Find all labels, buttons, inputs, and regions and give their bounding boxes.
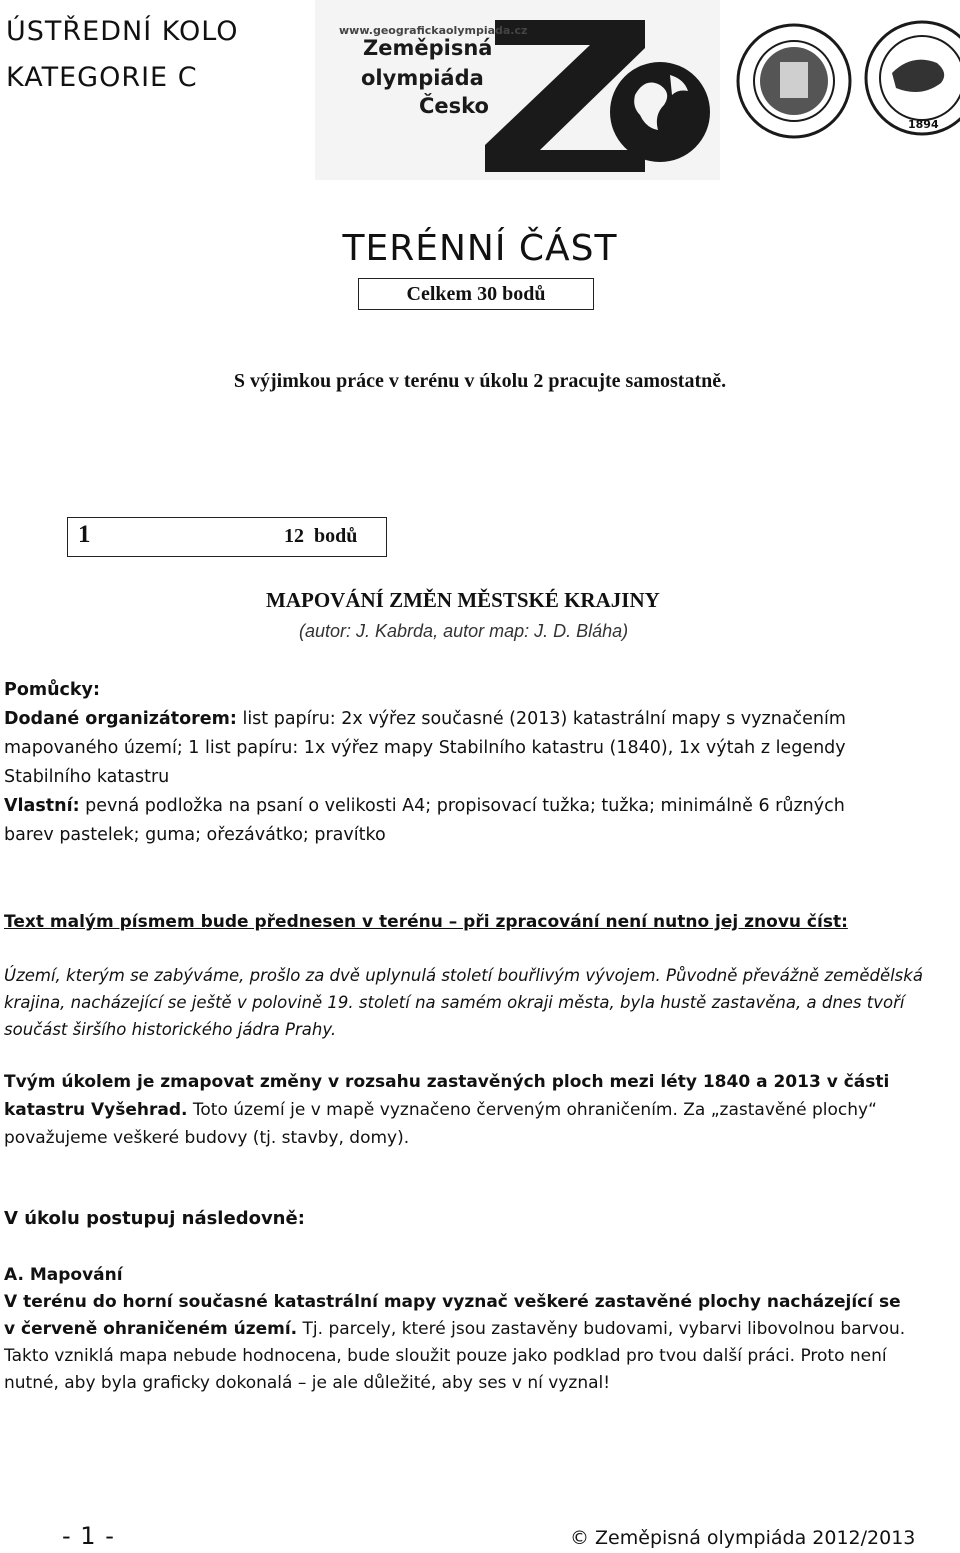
step-a-line-3: Takto vzniklá mapa nebude hodnocena, bude sloužit pouze jako podklad pro tvou další práci. Proto není (4, 1346, 887, 1366)
task-box (67, 517, 387, 557)
step-a-heading: A. Mapování (4, 1265, 123, 1285)
logo-url: www.geografickaolympiada.cz (339, 24, 528, 37)
organizer-text-1: list papíru: 2x výřez současné (2013) katastrální mapy s vyznačením (242, 709, 846, 729)
copyright: © Zeměpisná olympiáda 2012/2013 (570, 1527, 916, 1549)
step-a-line-1: V terénu do horní současné katastrální mapy vyznač veškeré zastavěné plochy nacházející se (4, 1292, 901, 1312)
assignment (4, 1068, 960, 1152)
header-round: ÚSTŘEDNÍ KOLO (6, 16, 239, 47)
aids-organizer-line-1 (4, 705, 954, 734)
narration-line-3: součást širšího historického jádra Prahy. (4, 1020, 337, 1039)
task-title: MAPOVÁNÍ ZMĚN MĚSTSKÉ KRAJINY (266, 588, 660, 612)
step-a-bold-2: v červeně ohraničeném území. (4, 1319, 298, 1339)
narration-line-1: Území, kterým se zabýváme, prošlo za dvě uplynulá století bouřlivým vývojem. Původně převážně zemědělská (4, 966, 923, 985)
logo-line-2: olympiáda (361, 66, 484, 90)
page-number: - 1 - (62, 1522, 115, 1550)
section-title: TERÉNNÍ ČÁST (342, 228, 618, 269)
own-text-1: pevná podložka na psaní o velikosti A4; propisovací tužka; tužka; minimálně 6 různých (85, 796, 845, 816)
step-a-line-4: nutné, aby byla graficky dokonalá – je ale důležité, aby ses v ní vyznal! (4, 1373, 611, 1393)
seal-year: 1894 (908, 118, 939, 131)
instruction: S výjimkou práce v terénu v úkolu 2 pracujte samostatně. (233, 370, 727, 392)
faculty-seal (735, 22, 853, 140)
task-number: 1 (78, 521, 91, 548)
organizer-label: Dodané organizátorem: (4, 709, 237, 729)
header-category: KATEGORIE C (6, 62, 198, 93)
narration-line-2: krajina, nacházející se ještě v polovině 19. století na samém okraji města, byla hustě zastavěna, a dnes tvoří (4, 993, 905, 1012)
assignment-line-1: Tvým úkolem je zmapovat změny v rozsahu zastavěných ploch mezi léty 1840 a 2013 v části (4, 1072, 890, 1092)
logo-line-1: Zeměpisná (363, 36, 493, 60)
aids-own-line-2: barev pastelek; guma; ořezávátko; pravítko (4, 825, 386, 845)
aids-organizer-line-2: mapovaného území; 1 list papíru: 1x výřez mapy Stabilního katastru (1840), 1x výtah z legendy (4, 738, 846, 758)
aids-organizer-line-3: Stabilního katastru (4, 767, 170, 787)
assignment-line-2 (4, 1096, 960, 1124)
narration-heading: Text malým písmem bude přednesen v terénu – při zpracování není nutno jej znovu číst: (4, 912, 848, 932)
step-a (4, 1262, 960, 1397)
aids-section (4, 676, 954, 850)
total-points-box: Celkem 30 bodů (358, 278, 594, 310)
task-authors: (autor: J. Kabrda, autor map: J. D. Bláha) (299, 621, 629, 641)
step-a-line-2 (4, 1316, 960, 1343)
step-a-rest-2: Tj. parcely, které jsou zastavěny budovami, vybarvi libovolnou barvou. (297, 1319, 906, 1339)
aids-own-line-1 (4, 792, 954, 821)
aids-heading: Pomůcky: (4, 680, 100, 700)
logo-line-3: Česko (419, 94, 489, 118)
own-label: Vlastní: (4, 796, 80, 816)
narration-text (4, 962, 960, 1043)
task-points: 12 bodů (284, 525, 358, 547)
geographic-society-seal (862, 18, 960, 136)
assignment-rest-2: Toto území je v mapě vyznačeno červeným ohraničením. Za „zastavěné plochy“ (187, 1100, 877, 1120)
assignment-bold-2: katastru Vyšehrad. (4, 1100, 188, 1120)
assignment-line-3: považujeme veškeré budovy (tj. stavby, domy). (4, 1128, 410, 1148)
olympiad-logo (315, 0, 720, 180)
steps-heading: V úkolu postupuj následovně: (4, 1208, 305, 1229)
